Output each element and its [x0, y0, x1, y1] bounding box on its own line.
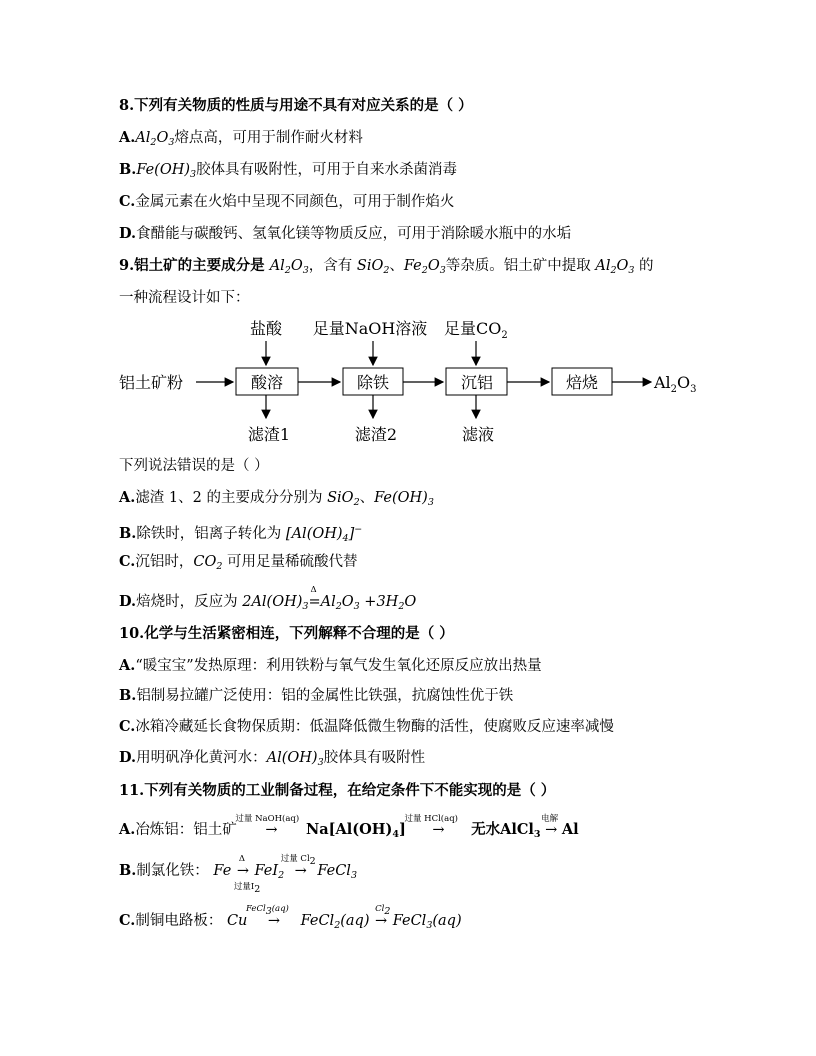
q9-stem-text: 9.铝土矿的主要成分是 — [119, 257, 270, 274]
flow-input-label: 铝土矿粉 — [119, 373, 184, 392]
option-label: C. — [119, 193, 136, 210]
q8-stem-text: 8.下列有关物质的性质与用途不具有对应关系的是（ ） — [119, 97, 473, 114]
flow-reagent-3: 足量$CO_2$ — [444, 319, 508, 341]
q9-option-b: B.除铁时，铝离子转化为 $[Al(OH)_4]^-$ — [119, 524, 363, 544]
q11-option-b: B.制氯化铁： Fe Δ → 过量$I_2$ FeI$_2$ 过量 $Cl_2$ → FeCl$_3$ — [119, 854, 357, 895]
flow-reagent-1: 盐酸 — [249, 319, 283, 338]
option-label: D. — [119, 225, 137, 242]
flow-out-3: 滤液 — [461, 425, 495, 444]
q11-option-a: A.冶炼铝：铝土矿 过量 NaOH(aq) → $Na[Al(OH)_4]$ 过量 HCl(aq) → 无水AlCl$_3$ 电解 → Al — [119, 814, 579, 840]
q10-stem: 10.化学与生活紧密相连，下列解释不合理的是（ ） — [119, 625, 454, 642]
flow-step-2: 除铁 — [356, 373, 390, 392]
option-text: 胶体具有吸附性，可用于自来水杀菌消毒 — [196, 162, 458, 178]
q9-stem: 9.铝土矿的主要成分是 $Al_2O_3$，含有 SiO$_2$、$Fe_2O_3$等杂质。铝土矿中提取 $Al_2O_3$ 的 — [119, 257, 654, 276]
q10-option-c: C.冰箱冷藏延长食物保质期：低温降低微生物酶的活性，使腐败反应速率减慢 — [119, 718, 614, 735]
formula: $Al_2O_3$ — [135, 130, 175, 148]
option-text: 食醋能与碳酸钙、氢氧化镁等物质反应，可用于消除暖水瓶中的水垢 — [136, 226, 572, 242]
option-label: A. — [119, 129, 136, 146]
flow-out-1: 滤渣1 — [247, 425, 291, 444]
formula: $Fe(OH)_3$ — [136, 162, 197, 180]
flow-step-1: 酸溶 — [250, 373, 284, 392]
q9-stem-line2: 一种流程设计如下： — [119, 290, 250, 306]
flow-step-3: 沉铝 — [460, 373, 494, 392]
q9-option-c: C.沉铝时，$CO_2$ 可用足量稀硫酸代替 — [119, 553, 358, 572]
q10-option-d: D.用明矾净化黄河水：$Al(OH)_3$胶体具有吸附性 — [119, 749, 426, 768]
flow-step-4: 焙烧 — [565, 373, 599, 392]
option-label: B. — [119, 161, 137, 178]
option-text: 金属元素在火焰中呈现不同颜色，可用于制作焰火 — [135, 194, 455, 210]
q10-option-a: A.“暖宝宝”发热原理：利用铁粉与氧气发生氧化还原反应放出热量 — [119, 657, 542, 674]
q11-option-c: C.制铜电路板： Cu FeCl$_3$(aq) → FeCl$_2$(aq) $Cl_2$ → FeCl$_3$(aq) — [119, 904, 462, 931]
q9-option-d: D.焙烧时，反应为 $2Al(OH)_3$ Δ $=Al_2O_3 +3H_2O$ — [119, 585, 417, 612]
flow-reagent-2: 足量NaOH溶液 — [312, 319, 428, 338]
flow-out-2: 滤渣2 — [354, 425, 398, 444]
q9-option-a: A.滤渣 1、2 的主要成分分别为 SiO$_2$、$Fe(OH)_3$ — [119, 489, 434, 508]
option-text: 熔点高，可用于制作耐火材料 — [174, 130, 363, 146]
q10-option-b: B.铝制易拉罐广泛使用：铝的金属性比铁强，抗腐蚀性优于铁 — [119, 687, 514, 704]
flow-product: $Al_2O_3$ — [654, 373, 697, 395]
q11-stem: 11.下列有关物质的工业制备过程，在给定条件下不能实现的是（ ） — [119, 782, 556, 799]
q9-ask: 下列说法错误的是（ ） — [119, 458, 269, 474]
